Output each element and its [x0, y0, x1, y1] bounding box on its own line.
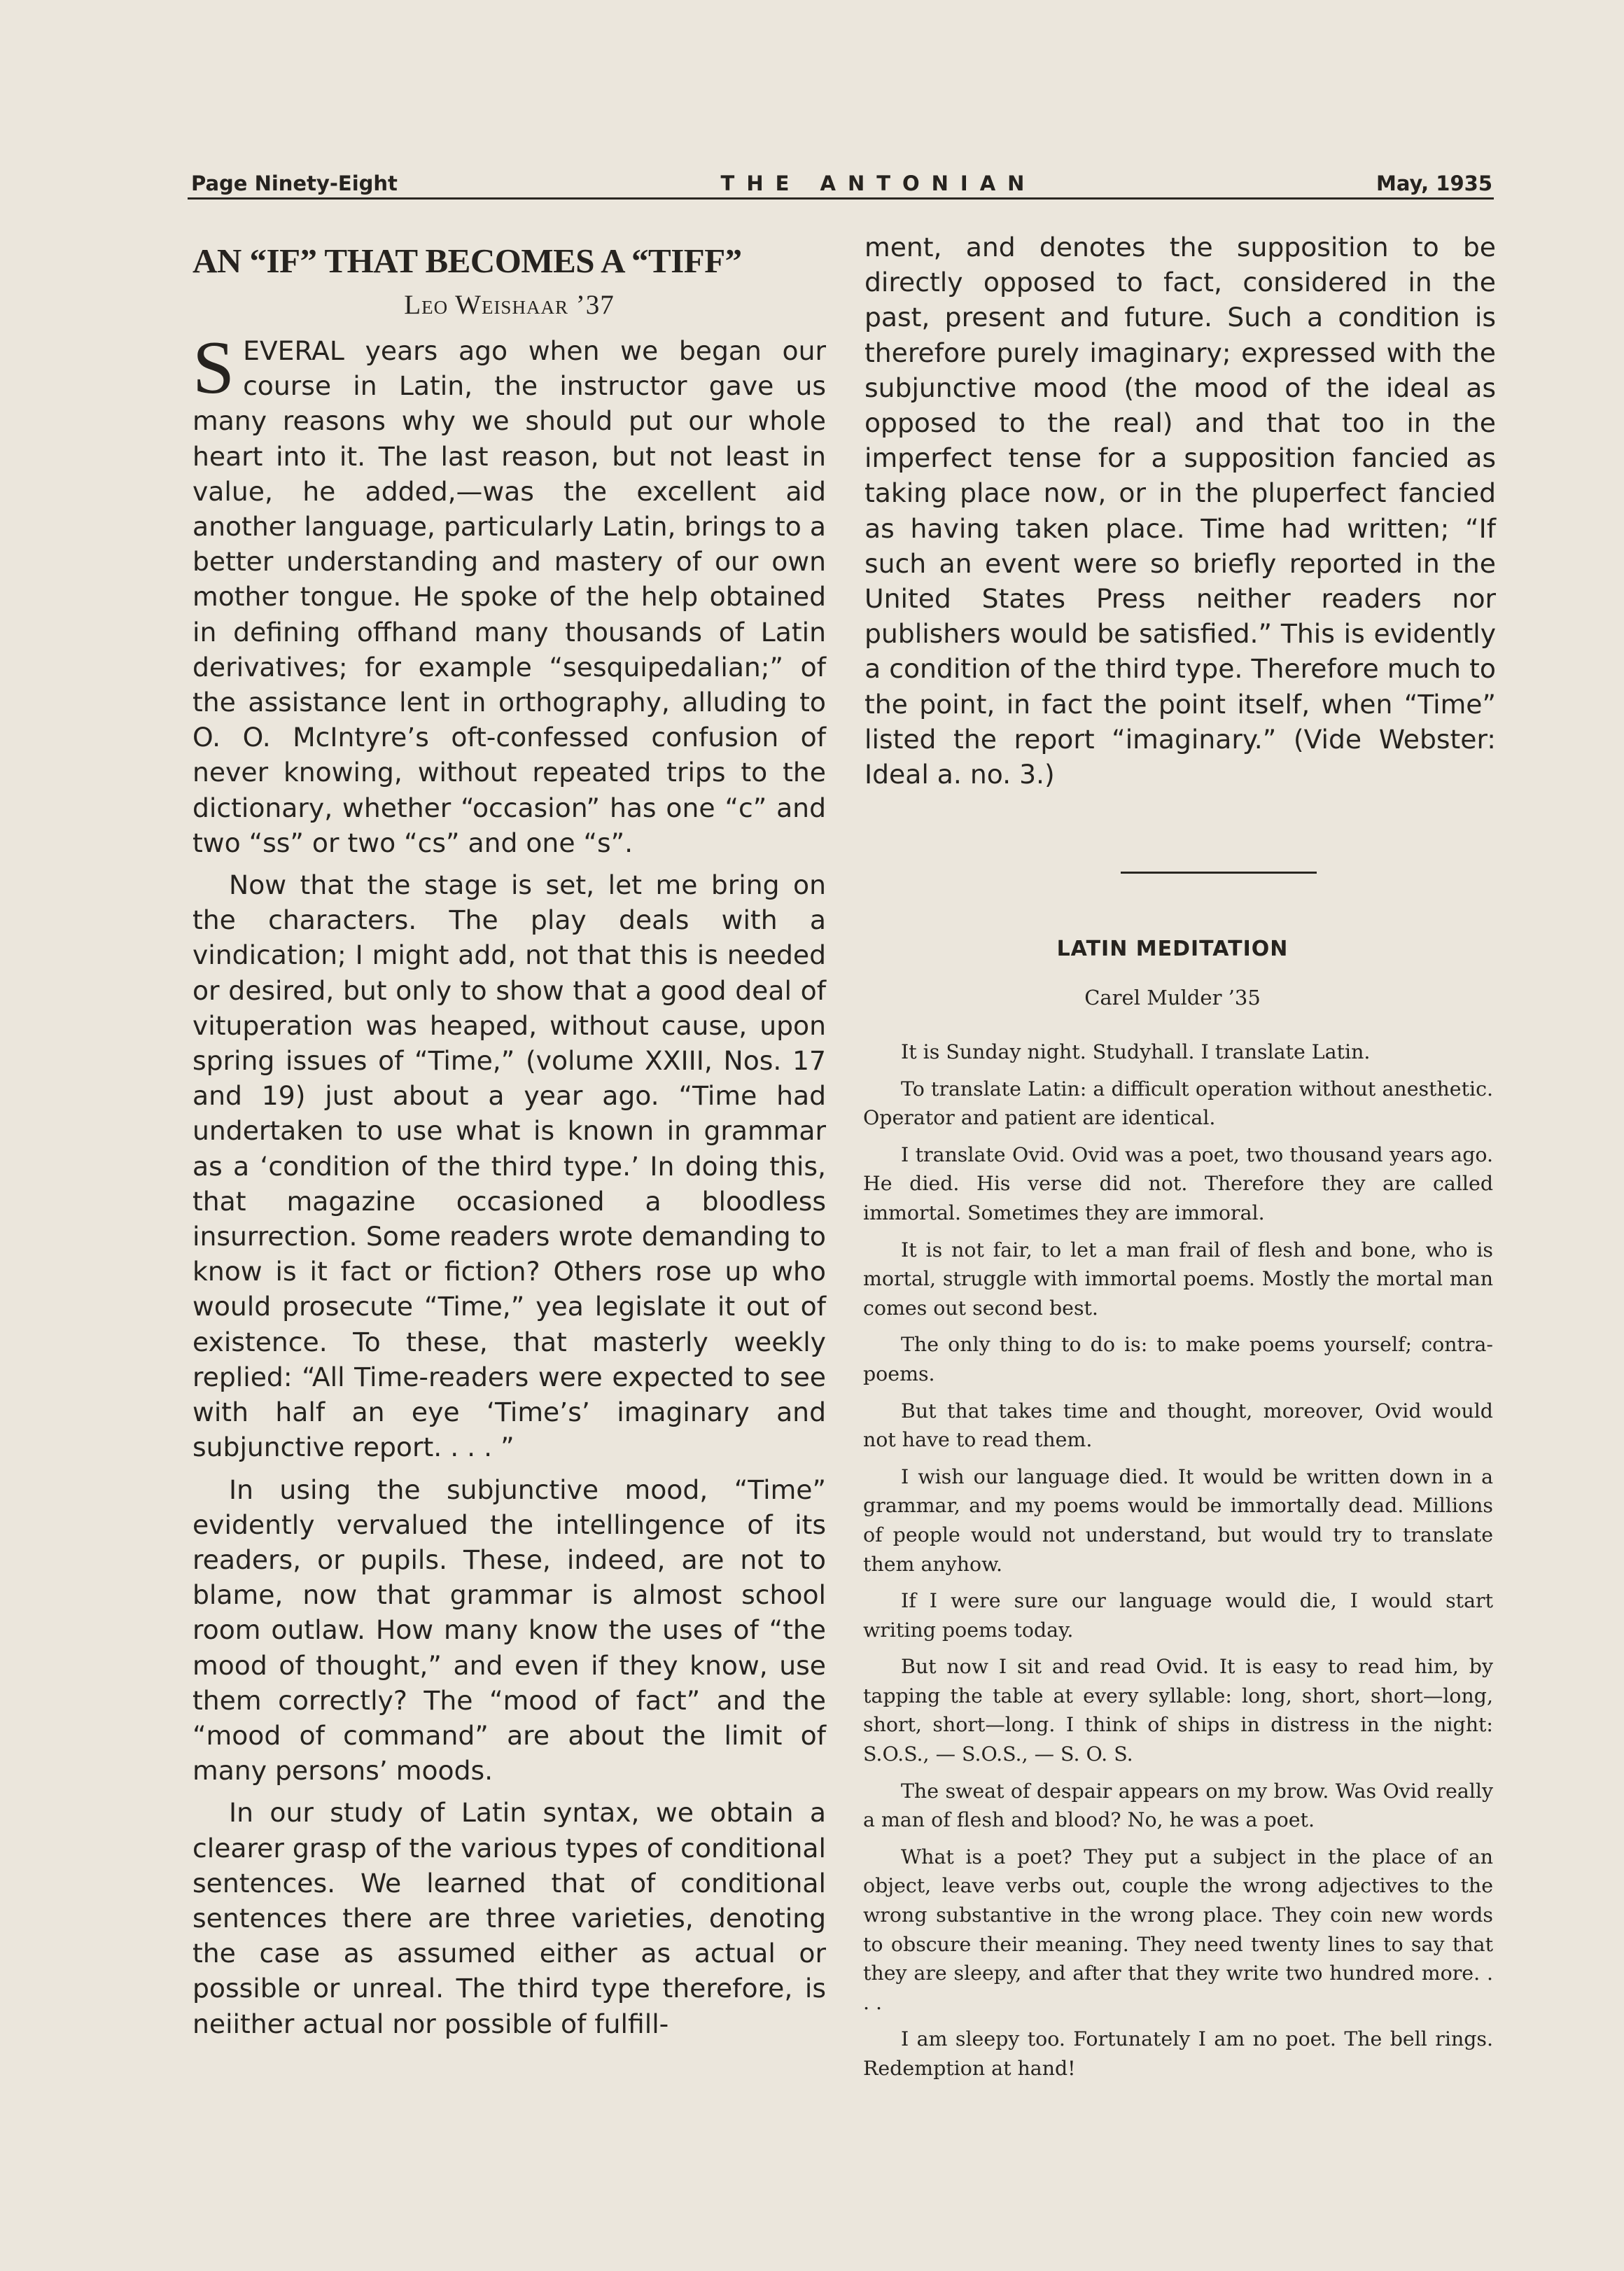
poem-paragraph: It is not fair, to let a man frail of flesh and bone, who is mortal, struggle with immortal poems. Mostly the mortal man comes out second best. [863, 1238, 1493, 1320]
poem-title: LATIN MEDITATION [1056, 937, 1289, 961]
poem-paragraph: The sweat of despair appears on my brow. Was Ovid really a man of flesh and blood? No, he was a poet. [863, 1779, 1493, 1832]
article-paragraph: SEVERAL years ago when we began our course in Latin, the instructor gave us many reasons why we should put our whole heart into it. The last reason, but not least in value, he added,—was the excellent aid another language, particularly Latin, brings to a better understanding and mastery of our own mother tongue. He spoke of the help obtained in defining offhand many thousands of Latin derivatives; for example “sesquipedalian;” of the assistance lent in orthography, alluding to O. O. McIntyre’s oft-confessed confusion of never knowing, without repeated trips to the dictionary, whether “occasion” has one “c” and two “ss” or two “cs” and one “s”. [192, 326, 826, 858]
section-divider [1121, 872, 1317, 874]
page-number: Page Ninety-Eight [191, 172, 398, 195]
drop-cap: S [192, 326, 235, 410]
poem-paragraph: To translate Latin: a difficult operation without anesthetic. Operator and patient are identical. [863, 1077, 1493, 1130]
poem-paragraph: But now I sit and read Ovid. It is easy to read him, by tapping the table at every syllable: long, short, short—long, short, short—long. I think of ships in distress in the night: S.O.S., — S.O.S., — S. O. S. [863, 1655, 1493, 1766]
article-paragraph: In using the subjunctive mood, “Time” evidently vervalued the intellingence of its readers, or pupils. These, indeed, are not to blame, now that grammar is almost school room outlaw. How many know the uses of “the mood of thought,” and even if they know, use them correctly? The “mood of fact” and the “mood of command” are about the limit of many persons’ moods. [192, 1474, 826, 1787]
right-column-continuation [864, 230, 1496, 792]
header-rule [188, 197, 1494, 200]
poem-paragraph: The only thing to do is: to make poems yourself; contra-poems. [863, 1333, 1493, 1385]
left-column [192, 230, 826, 2041]
issue-date: May, 1935 [1376, 172, 1492, 195]
poem-paragraph: I wish our language died. It would be written down in a grammar, and my poems would be immortally dead. Millions of people would not understand, but would try to translate them anyhow. [863, 1465, 1493, 1576]
poem-paragraph: If I were sure our language would die, I would start writing poems today. [863, 1589, 1493, 1642]
poem-paragraph: What is a poet? They put a subject in the place of an object, leave verbs out, couple the wrong adjectives to the wrong substantive in the wrong place. They coin new words to obscure their meaning. They need twenty lines to say that they are sleepy, and after that they write two hundred more. . . . [863, 1845, 1493, 2014]
article-author: Leo Weishaar ’37 [404, 290, 615, 320]
article-title: AN “IF” THAT BECOMES A “TIFF” [192, 242, 742, 280]
poem-paragraph: I am sleepy too. Fortunately I am no poet. The bell rings. Redemption at hand! [863, 2027, 1493, 2080]
magazine-title: THE ANTONIAN [720, 172, 1037, 195]
poem-paragraph: It is Sunday night. Studyhall. I translate Latin. [901, 1040, 1371, 1063]
poem-paragraph: I translate Ovid. Ovid was a poet, two thousand years ago. He died. His verse did not. Therefore they are called immortal. Sometimes they are immoral. [863, 1143, 1493, 1224]
article-paragraph: In our study of Latin syntax, we obtain a clearer grasp of the various types of conditional sentences. We learned that of conditional sentences there are three varieties, denoting the case as assumed either as actual or possible or unreal. The third type therefore, is neiither actual nor possible of fulfill- [192, 1797, 826, 2039]
article-continuation: ment, and denotes the supposition to be directly opposed to fact, considered in the past, present and future. Such a condition is therefore purely imaginary; expressed with the subjunctive mood (the mood of the ideal as opposed to the real) and that too in the imperfect tense for a supposition fancied as taking place now, or in the pluperfect fancied as having taken place. Time had written; “If such an event were so briefly reported in the United States Press neither readers nor publishers would be satisfied.” This is evidently a condition of the third type. Therefore much to the point, in fact the point itself, when “Time” listed the report “imaginary.” (Vide Webster: Ideal a. no. 3.) [864, 232, 1496, 790]
poem-paragraph: But that takes time and thought, moreover, Ovid would not have to read them. [863, 1399, 1493, 1452]
article-paragraph: Now that the stage is set, let me bring on the characters. The play deals with a vindication; I might add, not that this is needed or desired, but only to show that a good deal of vituperation was heaped, without cause, upon spring issues of “Time,” (volume XXIII, Nos. 17 and 19) just about a year ago. “Time had undertaken to use what is known in grammar as a ‘condition of the third type.’ In doing this, that magazine occasioned a bloodless insurrection. Some readers wrote demanding to know is it fact or fiction? Others rose up who would prosecute “Time,” yea legislate it out of existence. To these, that masterly weekly replied: “All Time-readers were expected to see with half an eye ‘Time’s’ imaginary and subjunctive report. . . . ” [192, 869, 826, 1463]
poem-author: Carel Mulder ’35 [1084, 986, 1261, 1009]
poem-body [863, 1037, 1493, 2091]
